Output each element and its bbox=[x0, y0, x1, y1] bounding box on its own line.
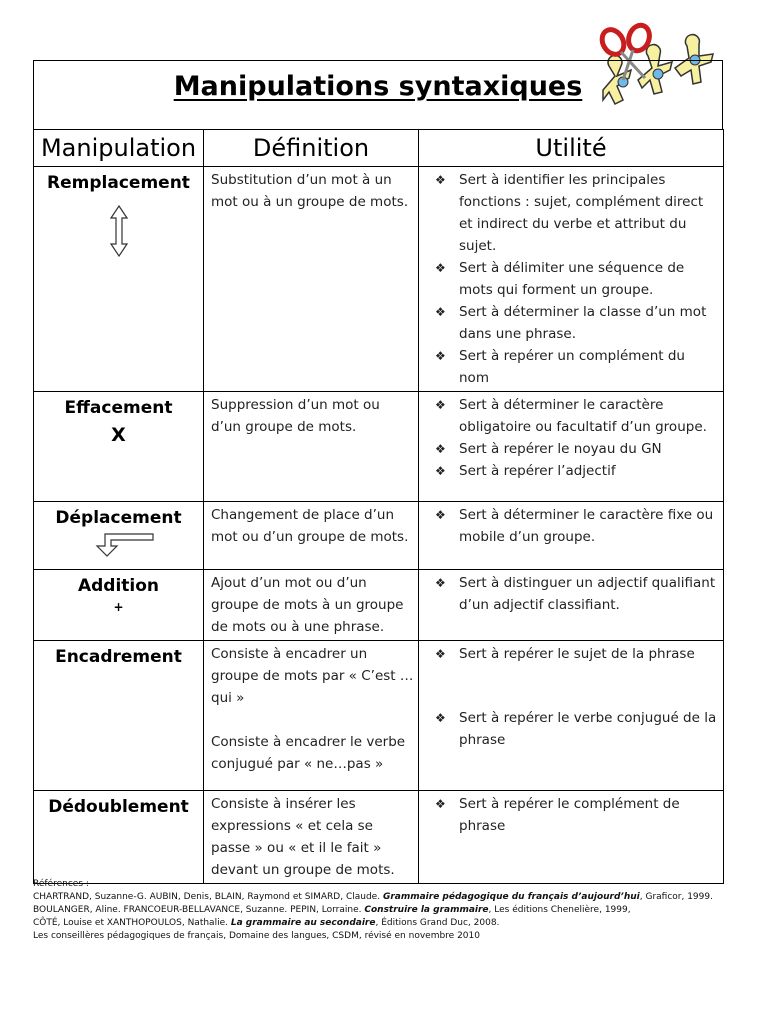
manipulation-name: Encadrement bbox=[55, 647, 182, 667]
manipulation-name: Effacement bbox=[64, 398, 173, 418]
table-row bbox=[34, 167, 724, 392]
diamond-bullet-icon: ❖ bbox=[435, 261, 446, 275]
diamond-bullet-icon: ❖ bbox=[435, 647, 446, 661]
manipulation-symbol: + bbox=[113, 600, 124, 614]
definition-cell bbox=[204, 167, 419, 392]
diamond-bullet-icon: ❖ bbox=[435, 173, 446, 187]
list-item: ❖ Sert à repérer un complément du nom bbox=[429, 345, 719, 389]
utilite-cell bbox=[419, 570, 724, 641]
list-item: ❖ Sert à délimiter une séquence de mots qui forment un groupe. bbox=[429, 257, 719, 301]
manipulations-table bbox=[33, 129, 724, 884]
diamond-bullet-icon: ❖ bbox=[435, 797, 446, 811]
manipulation-name: Déplacement bbox=[55, 508, 182, 528]
reference-item: Les conseillères pédagogiques de français, Domaine des langues, CSDM, révisé en novembre 2010 bbox=[33, 931, 480, 941]
list-item: ❖ Sert à repérer le noyau du GN bbox=[429, 438, 719, 460]
definition-text: Consiste à insérer les expressions « et cela se passe » ou « et il le fait » devant un groupe de mots. bbox=[211, 796, 395, 878]
manipulation-name: Remplacement bbox=[47, 173, 190, 193]
list-item: ❖ Sert à identifier les principales fonctions : sujet, complément direct et indirect du verbe et attribut du sujet. bbox=[429, 169, 719, 257]
manipulation-cell bbox=[34, 167, 204, 392]
definition-text: Changement de place d’un mot ou d’un groupe de mots. bbox=[211, 507, 409, 545]
utilite-cell bbox=[419, 791, 724, 884]
reference-item: CHARTRAND, Suzanne-G. AUBIN, Denis, BLAIN, Raymond et SIMARD, Claude. Grammaire pédagogique du français d’aujourd’hui, Graficor, 1999. bbox=[33, 892, 713, 902]
list-item: ❖ Sert à repérer le verbe conjugué de la phrase bbox=[429, 707, 719, 751]
table-row bbox=[34, 392, 724, 502]
definition-cell bbox=[204, 392, 419, 502]
double-arrow-icon bbox=[110, 205, 128, 257]
diamond-bullet-icon: ❖ bbox=[435, 711, 446, 725]
table-row bbox=[34, 570, 724, 641]
definition-cell bbox=[204, 791, 419, 884]
definition-cell bbox=[204, 502, 419, 570]
definition-text: Consiste à encadrer le verbe conjugué par « ne…pas » bbox=[211, 734, 406, 772]
table-row bbox=[34, 641, 724, 791]
list-item: ❖ Sert à déterminer le caractère fixe ou mobile d’un groupe. bbox=[429, 504, 719, 548]
reference-item: CÔTÉ, Louise et XANTHOPOULOS, Nathalie. La grammaire au secondaire, Éditions Grand Duc, 2008. bbox=[33, 918, 500, 928]
definition-cell bbox=[204, 641, 419, 791]
references bbox=[33, 878, 753, 943]
header-manipulation: Manipulation bbox=[34, 130, 204, 167]
utilite-cell bbox=[419, 167, 724, 392]
list-item: ❖ Sert à déterminer la classe d’un mot dans une phrase. bbox=[429, 301, 719, 345]
syntax-table-sheet bbox=[33, 60, 723, 884]
manipulation-cell bbox=[34, 570, 204, 641]
diamond-bullet-icon: ❖ bbox=[435, 305, 446, 319]
definition-text: Ajout d’un mot ou d’un groupe de mots à un groupe de mots ou à une phrase. bbox=[211, 575, 404, 635]
definition-text: Suppression d’un mot ou d’un groupe de mots. bbox=[211, 397, 380, 435]
manipulation-cell bbox=[34, 791, 204, 884]
definition-text: Substitution d’un mot à un mot ou à un groupe de mots. bbox=[211, 172, 409, 210]
list-item: ❖ Sert à distinguer un adjectif qualifiant d’un adjectif classifiant. bbox=[429, 572, 719, 616]
references-label: Références : bbox=[33, 879, 89, 889]
utilite-cell bbox=[419, 502, 724, 570]
reference-item: BOULANGER, Aline. FRANCOEUR-BELLAVANCE, Suzanne. PEPIN, Lorraine. Construire la grammaire, Les éditions Chenelière, 1999, bbox=[33, 905, 631, 915]
manipulation-cell bbox=[34, 392, 204, 502]
manipulation-name: Dédoublement bbox=[48, 797, 189, 817]
diamond-bullet-icon: ❖ bbox=[435, 464, 446, 478]
list-item: ❖ Sert à repérer le complément de phrase bbox=[429, 793, 719, 837]
title-box bbox=[33, 60, 723, 129]
page-title: Manipulations syntaxiques bbox=[173, 71, 583, 102]
list-item: ❖ Sert à repérer le sujet de la phrase bbox=[429, 643, 719, 665]
table-header-row bbox=[34, 130, 724, 167]
diamond-bullet-icon: ❖ bbox=[435, 349, 446, 363]
header-utilite: Utilité bbox=[419, 130, 724, 167]
table-row bbox=[34, 502, 724, 570]
manipulation-symbol: X bbox=[111, 424, 126, 446]
diamond-bullet-icon: ❖ bbox=[435, 576, 446, 590]
utilite-cell bbox=[419, 641, 724, 791]
definition-text: Consiste à encadrer un groupe de mots par « C’est … qui » bbox=[211, 646, 414, 706]
bent-arrow-icon bbox=[83, 532, 155, 558]
utilite-cell bbox=[419, 392, 724, 502]
list-item: ❖ Sert à déterminer le caractère obligatoire ou facultatif d’un groupe. bbox=[429, 394, 719, 438]
manipulation-name: Addition bbox=[77, 576, 160, 596]
manipulation-cell bbox=[34, 641, 204, 791]
manipulation-cell bbox=[34, 502, 204, 570]
table-row bbox=[34, 791, 724, 884]
diamond-bullet-icon: ❖ bbox=[435, 398, 446, 412]
list-item: ❖ Sert à repérer l’adjectif bbox=[429, 460, 719, 482]
definition-cell bbox=[204, 570, 419, 641]
diamond-bullet-icon: ❖ bbox=[435, 442, 446, 456]
diamond-bullet-icon: ❖ bbox=[435, 508, 446, 522]
header-definition: Définition bbox=[204, 130, 419, 167]
